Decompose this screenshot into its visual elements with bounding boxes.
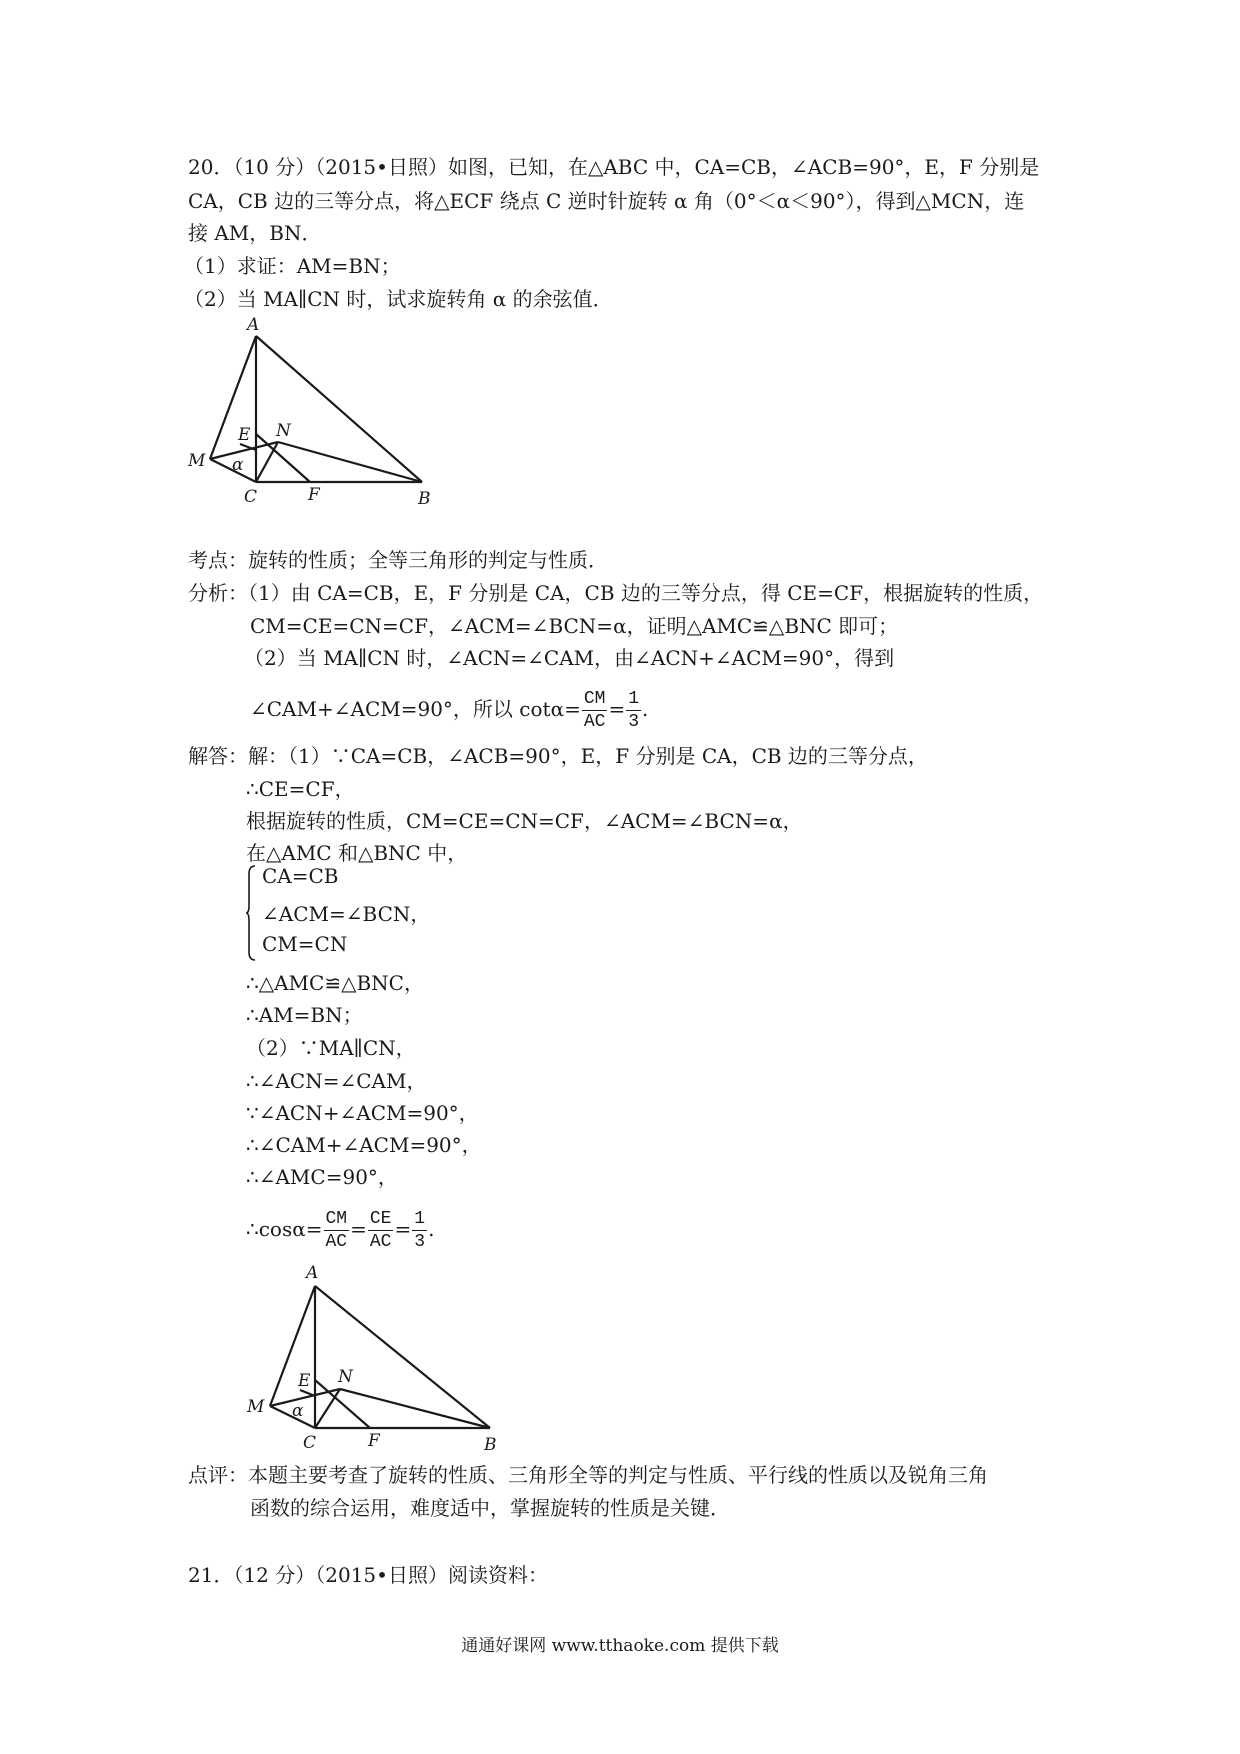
jieda-line8: ∴∠ACN=∠CAM， [246, 1069, 427, 1093]
cos-prefix: ∴cosα= [246, 1217, 323, 1241]
jieda-line10: ∴∠CAM+∠ACM=90°， [246, 1133, 482, 1157]
label-B: B [418, 489, 431, 509]
label-A: A [306, 1263, 319, 1283]
dianping-line1: 点评：本题主要考查了旋转的性质、三角形全等的判定与性质、平行线的性质以及锐角三角 [188, 1463, 988, 1487]
jieda-cos-line [246, 1210, 434, 1251]
label-alpha: α [232, 455, 244, 475]
label-F: F [368, 1431, 380, 1451]
frac-num: 1 [628, 689, 640, 709]
period: . [642, 697, 649, 721]
geometry-figure-2 [242, 1256, 502, 1456]
fenxi-line4 [250, 690, 648, 731]
label-E: E [298, 1371, 311, 1391]
segment-AB [315, 1286, 490, 1428]
fenxi-line4-text: ∠CAM+∠ACM=90°，所以 cotα= [250, 697, 581, 721]
jieda-line9: ∵∠ACN+∠ACM=90°， [246, 1101, 479, 1125]
jieda-line5: ∴△AMC≌△BNC， [246, 971, 424, 995]
fraction-cm-ac [324, 1210, 350, 1251]
frac-num: CE [369, 1209, 392, 1229]
left-brace-icon [246, 864, 256, 962]
frac-den: 3 [628, 712, 640, 732]
label-E: E [238, 425, 251, 445]
frac-den: AC [325, 1232, 348, 1252]
label-N: N [338, 1367, 353, 1387]
jieda-line7: （2）∵MA∥CN， [246, 1036, 416, 1060]
jieda-line2: ∴CE=CF， [246, 777, 355, 801]
geometry-figure-1 [180, 312, 440, 512]
label-B: B [484, 1435, 497, 1455]
fenxi-line3: （2）当 MA∥CN 时，∠ACN=∠CAM，由∠ACN+∠ACM=90°，得到 [244, 646, 895, 670]
equals-sign: = [350, 1217, 367, 1241]
fraction-one-third [412, 1210, 427, 1251]
equals-sign: = [608, 697, 626, 721]
frac-den: AC [369, 1232, 392, 1252]
fraction-ce-ac [368, 1210, 394, 1251]
jieda-line3: 根据旋转的性质，CM=CE=CN=CF，∠ACM=∠BCN=α， [246, 809, 803, 833]
system-row-3: CM=CN [262, 932, 348, 956]
fenxi-line1: 分析：（1）由 CA=CB，E，F 分别是 CA，CB 边的三等分点，得 CE=CF，根据旋转的性质， [188, 581, 1044, 605]
segment-CN [256, 442, 278, 482]
jieda-line6: ∴AM=BN； [246, 1003, 363, 1027]
q20-line1: 20．（10 分）（2015•日照）如图，已知，在△ABC 中，CA=CB，∠ACB=90°，E，F 分别是 [188, 155, 1040, 179]
jieda-line1: 解答：解：（1）∵CA=CB，∠ACB=90°，E，F 分别是 CA，CB 边的三等分点， [188, 744, 928, 768]
period: . [428, 1217, 435, 1241]
fraction-one-third [626, 690, 641, 731]
jieda-line4: 在△AMC 和△BNC 中， [246, 841, 468, 865]
q20-line2: CA，CB 边的三等分点，将△ECF 绕点 C 逆时针旋转 α 角（0°＜α＜90°），得到△MCN，连 [188, 189, 1025, 213]
q20-part1: （1）求证：AM=BN； [184, 254, 401, 278]
page-footer: 通通好课网 www.tthaoke.com 提供下载 [461, 1636, 779, 1656]
label-C: C [244, 487, 258, 507]
q20-part2: （2）当 MA∥CN 时，试求旋转角 α 的余弦值． [184, 287, 613, 311]
frac-num: 1 [414, 1209, 426, 1229]
frac-num: CM [583, 689, 606, 709]
frac-den: 3 [414, 1232, 426, 1252]
fenxi-line2: CM=CE=CN=CF，∠ACM=∠BCN=α，证明△AMC≌△BNC 即可； [250, 614, 899, 638]
label-M: M [188, 451, 206, 471]
q20-line3: 接 AM，BN． [188, 221, 322, 245]
frac-den: AC [583, 712, 606, 732]
system-row-2: ∠ACM=∠BCN， [262, 902, 431, 926]
system-row-1: CA=CB [262, 864, 339, 888]
equals-sign: = [394, 1217, 412, 1241]
segment-EF [256, 434, 310, 482]
dianping-line2: 函数的综合运用，难度适中，掌握旋转的性质是关键． [250, 1496, 730, 1520]
frac-num: CM [325, 1209, 348, 1229]
fraction-cm-ac [582, 690, 608, 731]
segment-EF [315, 1380, 370, 1428]
label-alpha: α [292, 1401, 304, 1421]
label-M: M [247, 1397, 265, 1417]
label-C: C [303, 1433, 317, 1453]
q21-heading: 21．（12 分）（2015•日照）阅读资料： [188, 1563, 548, 1587]
label-F: F [308, 485, 320, 505]
segment-AB [256, 336, 422, 482]
kaodian: 考点：旋转的性质；全等三角形的判定与性质． [188, 548, 608, 572]
label-N: N [276, 421, 291, 441]
jieda-line11: ∴∠AMC=90°， [246, 1165, 398, 1189]
label-A: A [247, 315, 260, 335]
